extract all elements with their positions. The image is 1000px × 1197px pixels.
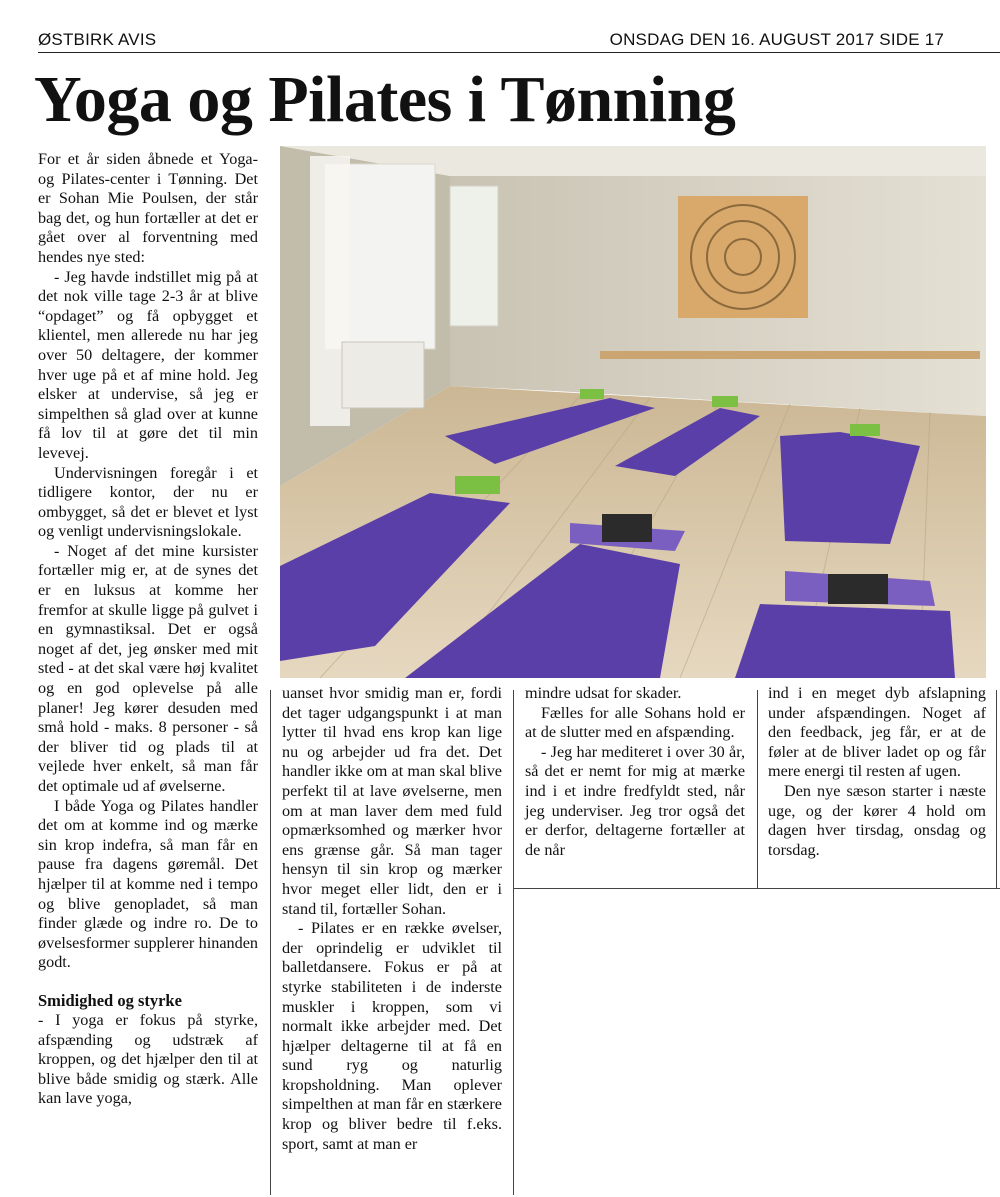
window: [450, 186, 498, 326]
column-1: [38, 150, 258, 1109]
paragraph: Undervisningen foregår i et tidligere kontor, der nu er ombygget, så det er blevet et lyst og venligt undervisningslokale.: [38, 463, 258, 541]
page-header: [38, 30, 944, 52]
paragraph: For et år siden åbnede et Yoga- og Pilates-center i Tønning. Det er Sohan Mie Poulsen, der står bag det, og hun fortæller at det er gået over al forventning med hendes nye sted:: [38, 150, 258, 266]
yoga-block: [455, 476, 500, 494]
yoga-block: [712, 396, 738, 407]
column-4: [768, 684, 986, 860]
column-2: [282, 684, 502, 1154]
yoga-mat: [735, 604, 955, 678]
header-rule: [38, 52, 1000, 53]
yoga-block: [580, 389, 604, 399]
column-3: [525, 684, 745, 860]
column-divider: [757, 690, 758, 888]
paragraph: mindre udsat for skader.: [525, 684, 682, 702]
column-divider: [996, 690, 997, 888]
paragraph: ind i en meget dyb afslapning under afspændingen. Noget af den feedback, jeg får, er at de føler at de bliver ladet op og får mere energi til resten af ugen.: [768, 684, 986, 781]
yoga-block: [602, 514, 652, 542]
radiator: [342, 342, 424, 408]
paragraph: Den nye sæson starter i næste uge, og der kører 4 hold om dagen hver tirsdag, onsdag og torsdag.: [768, 781, 986, 859]
paragraph: uanset hvor smidig man er, fordi det tager udgangspunkt i at man lytter til hvad ens krop kan lige nu og arbejder ud fra det. Det handler ikke om at man skal blive perfekt til at lave øvelserne, men om at man laver dem med fuld opmærksomhed og mærker hvor ens grænse går. Så man tager hensyn til sin krop og mærker hvor meget eller lidt, den er i stand til, fortæller Sohan.: [282, 684, 502, 918]
subheading: Smidighed og styrke: [38, 990, 182, 1010]
paragraph: - Jeg havde indstillet mig på at det nok ville tage 2-3 år at blive “opdaget” og få opbygget et klientel, men allerede nu har jeg over 50 deltagere, der kommer hver uge på et af mine hold. Jeg elsker at undervise, så jeg er simpelthen så glad over at kunne få lov til at gøre det til min levevej.: [38, 267, 258, 462]
shelf: [600, 351, 980, 359]
studio-photo: [280, 146, 986, 678]
paragraph: - Jeg har mediteret i over 30 år, så det er nemt for mig at mærke ind i et indre fredfyldt sted, når jeg underviser. Jeg tror også det er derfor, deltagerne fortæller at de når: [525, 742, 745, 859]
paragraph: - Pilates er en række øvelser, der oprindelig er udviklet til balletdansere. Fokus er på at styrke stabiliteten i de inderste muskler i kroppen, som vi normalt ikke arbejder med. Det hjælper deltagerne til at få en sund ryg og naturlig kropsholdning. Man oplever simpelthen at man får en stærkere krop og bliver bedre til f.eks. sport, samt at man er: [282, 919, 502, 1153]
paragraph: - I yoga er fokus på styrke, afspænding og udstræk af kroppen, og det hjælper den til at blive både smidig og stærk. Alle kan lave yoga,: [38, 1010, 258, 1108]
yoga-block: [828, 574, 888, 604]
yoga-block: [850, 424, 880, 436]
mandala-art: [678, 196, 808, 318]
box-rule: [513, 888, 1000, 889]
newspaper-name: ØSTBIRK AVIS: [38, 30, 157, 49]
paragraph: Fælles for alle Sohans hold er at de slutter med en afspænding.: [525, 703, 745, 742]
column-divider: [270, 690, 271, 1195]
column-divider: [513, 690, 514, 1195]
headline: Yoga og Pilates i Tønning: [34, 63, 736, 136]
paragraph: - Noget af det mine kursister fortæller mig er, at de synes det er en luksus at komme her fremfor at skulle ligge på gulvet i en gymnastiksal. Det er også noget af det, jeg ønsker med mit sted - at det skal være høj kvalitet og en god oplevelse på alle planer! Jeg kører desuden med små hold - maks. 8 personer - så der bliver tid og plads til at vejlede hver enkelt, så man får det optimale ud af øvelserne.: [38, 541, 258, 795]
paragraph: I både Yoga og Pilates handler det om at komme ind og mærke sin krop indefra, så man får en pause fra dagens gøremål. Det hjælper til at komme ned i tempo og blive genopladet, så man finder glæde og indre ro. De to øvelsesformer supplerer hinanden godt.: [38, 796, 258, 972]
dateline: ONSDAG DEN 16. AUGUST 2017 SIDE 17: [609, 30, 944, 49]
